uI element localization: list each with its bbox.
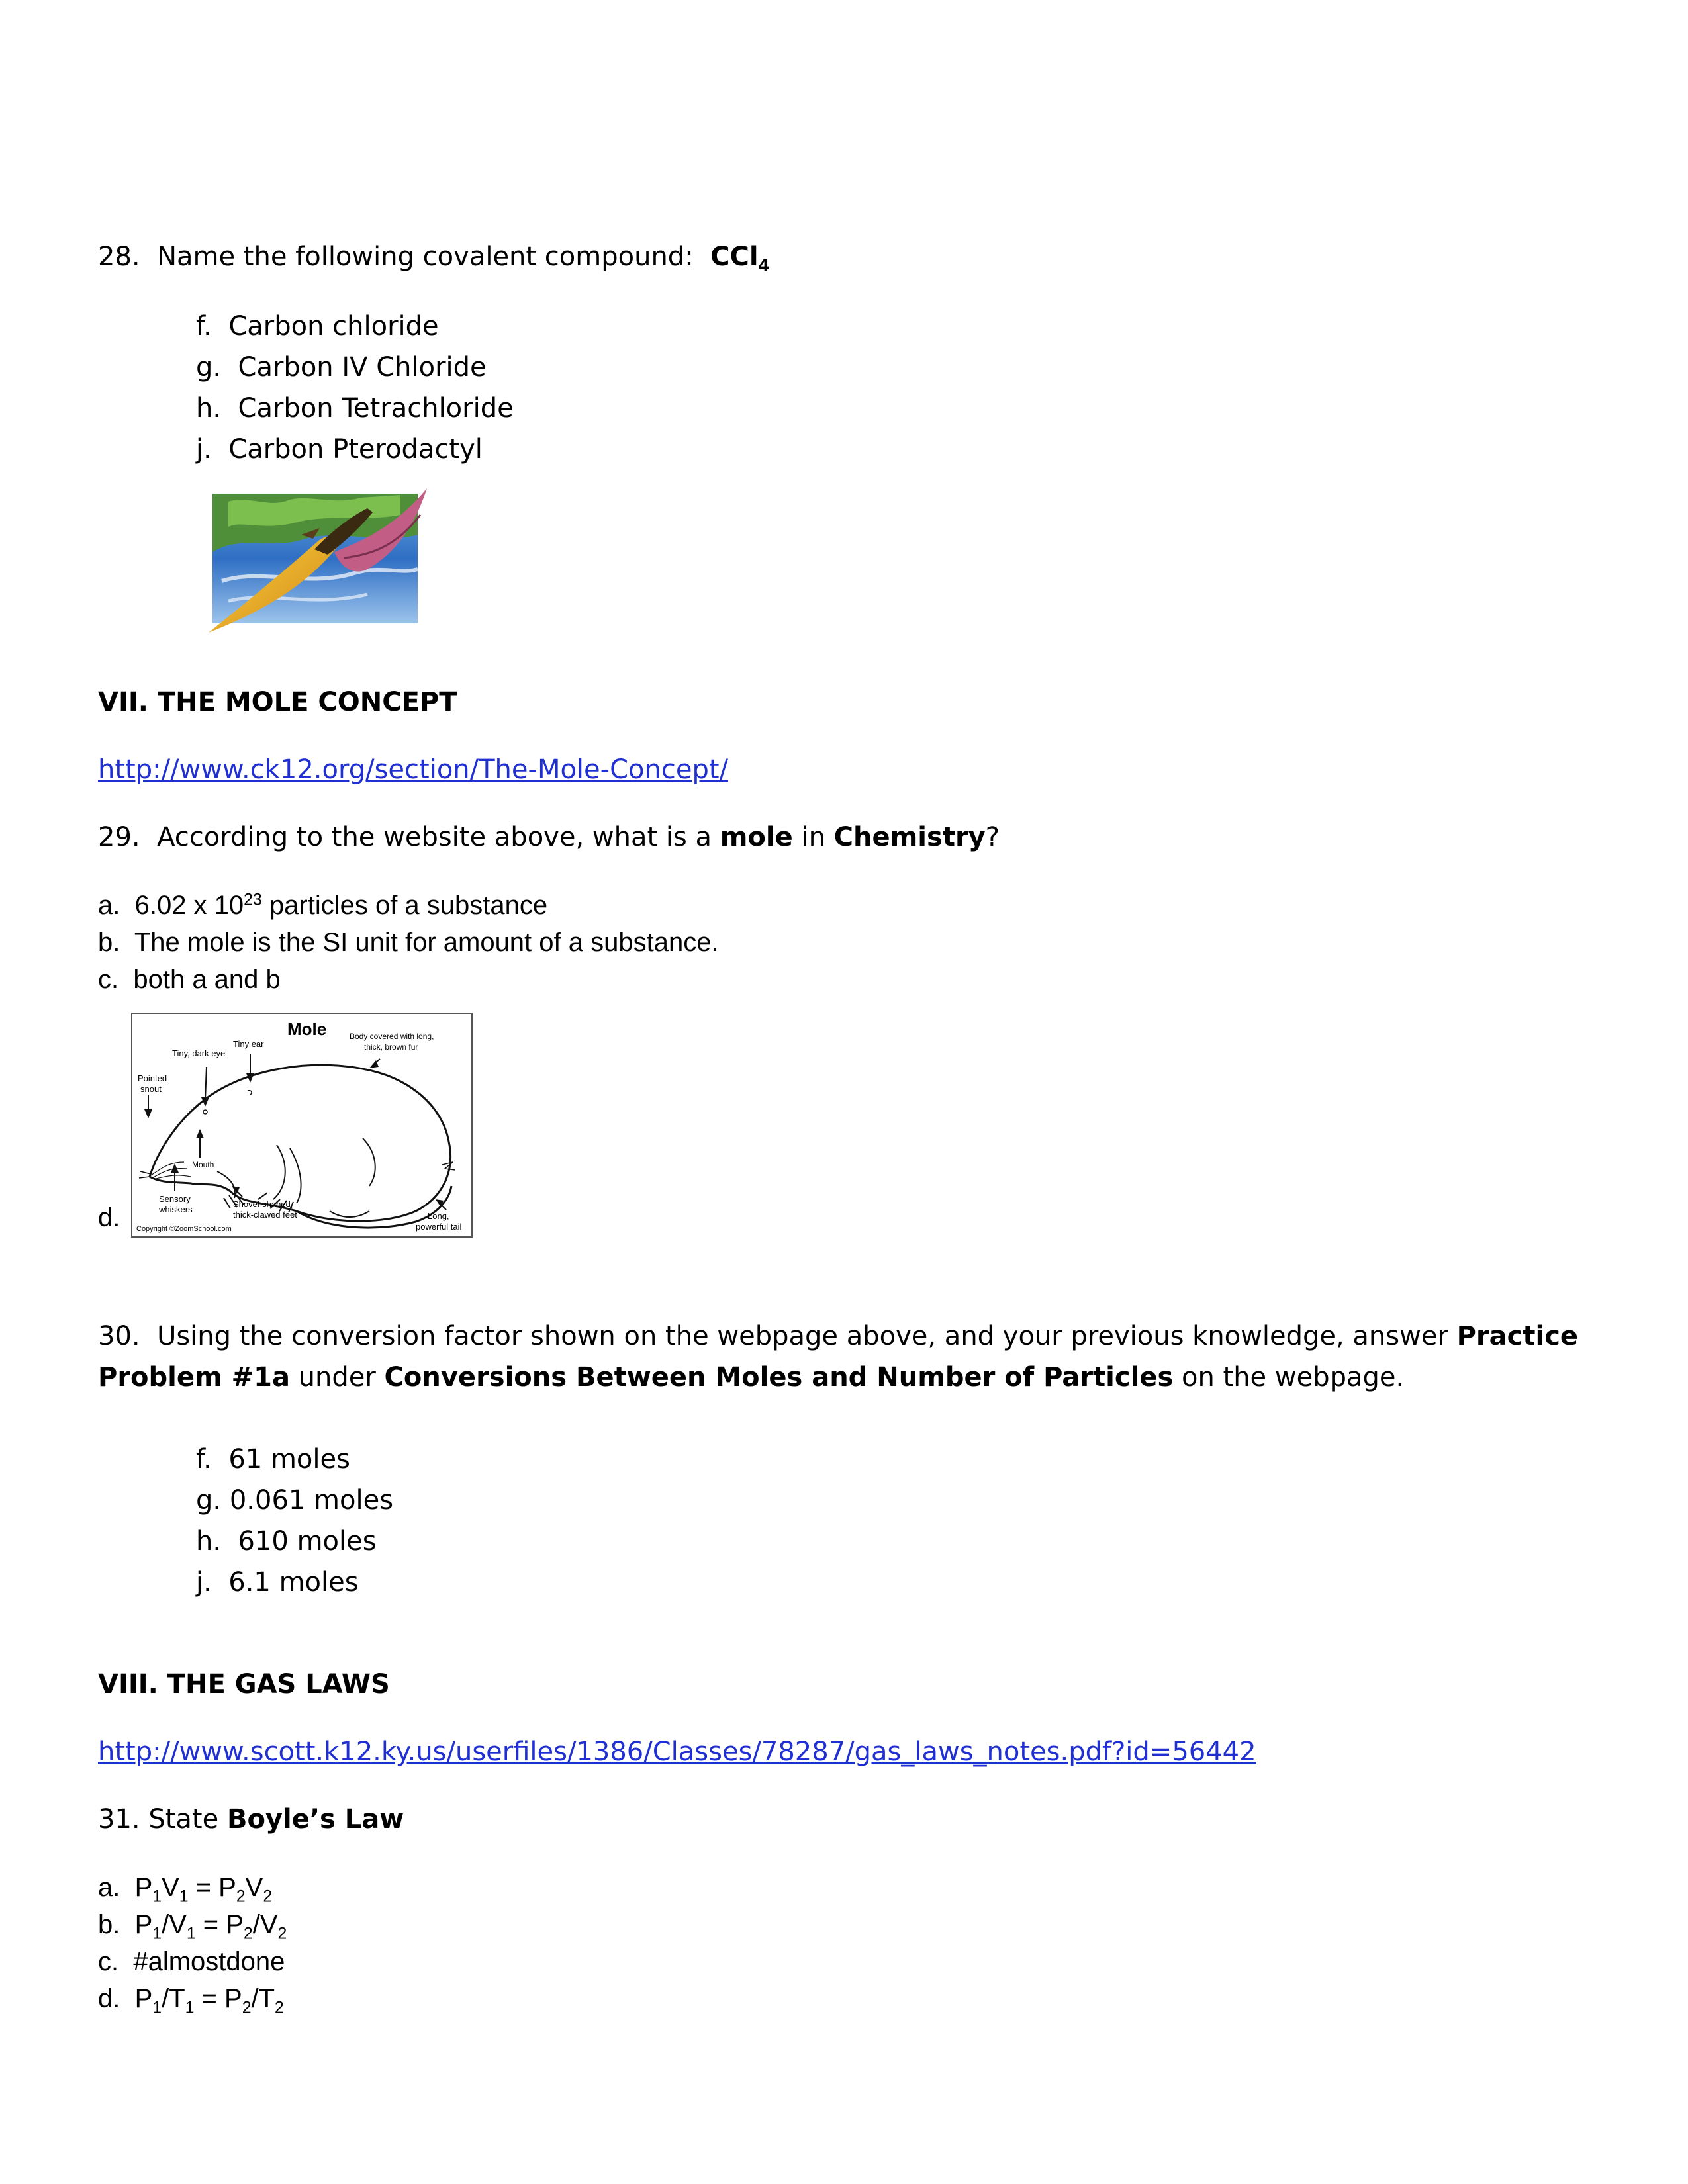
label-ear: Tiny ear [233,1039,264,1049]
question-number: 28. [98,242,140,272]
label-mouth: Mouth [192,1160,214,1169]
q31-option-a[interactable]: a. $P_1V_1 = P_2V_2$ [98,1873,273,1906]
section-title-gas-laws: VIII. THE GAS LAWS [98,1669,390,1700]
option-a[interactable]: a. 6.02 x $10^{23}$ particles of a substance [98,891,548,920]
question-31: 31. State Boyle’s Law [98,1804,404,1835]
question-29: 29. According to the website above, what is a mole in Chemistry? [98,822,1000,852]
q31-option-c[interactable]: c. #almostdone [98,1947,285,1976]
option-j[interactable]: j. Carbon Pterodactyl [196,434,483,465]
q31-option-b[interactable]: b. $P_1/V_1 = P_2/V_2$ [98,1910,287,1943]
label-tail-1: Long, [428,1211,449,1221]
q30-option-g[interactable]: g. 0.061 moles [196,1485,394,1516]
option-h[interactable]: h. Carbon Tetrachloride [196,393,514,424]
q31-option-d[interactable]: d. $P_1/T_1 = P_2/T_2$ [98,1984,284,2017]
label-eye: Tiny, dark eye [172,1048,226,1058]
mole-concept-link[interactable]: http://www.ck12.org/section/The-Mole-Concept/ [98,754,728,785]
compound-formula: CCl$_4$ [710,242,770,275]
label-feet-2: thick-clawed feet [233,1210,297,1220]
q30-option-h[interactable]: h. 610 moles [196,1526,377,1557]
question-28 [98,242,770,275]
q30-option-j[interactable]: j. 6.1 moles [196,1567,359,1598]
q30-option-f[interactable]: f. 61 moles [196,1444,350,1475]
diagram-copyright: Copyright ©ZoomSchool.com [136,1225,232,1233]
pterodactyl-image [202,488,427,635]
mole-diagram-title: Mole [287,1019,327,1039]
gas-laws-link[interactable]: http://www.scott.k12.ky.us/userfiles/1386/Classes/78287/gas_laws_notes.pdf?id=56442 [98,1737,1256,1767]
option-c[interactable]: c. both a and b [98,965,281,994]
mole-diagram [131,1013,473,1238]
label-fur-2: thick, brown fur [364,1042,418,1052]
option-g[interactable]: g. Carbon IV Chloride [196,352,487,383]
label-snout-1: Pointed [138,1073,167,1083]
label-tail-2: powerful tail [416,1222,462,1232]
label-whiskers-2: whiskers [159,1205,193,1214]
label-feet-1: Shovel-shaped, [233,1199,293,1209]
gas-laws-link-container [98,1737,1256,1767]
section-title-mole-concept: VII. THE MOLE CONCEPT [98,687,457,717]
option-d[interactable]: d. [98,1203,120,1232]
option-b[interactable]: b. The mole is the SI unit for amount of a substance. [98,928,719,957]
label-whiskers-1: Sensory [159,1194,191,1204]
question-30: 30. Using the conversion factor shown on the webpage above, and your previous knowledge, answer Practice Problem #1a under Conversions Between Moles and Number of Particles on the webpage. [98,1321,1579,1392]
label-snout-2: snout [140,1084,162,1094]
question-prompt: Name the following covalent compound: [157,242,694,272]
mole-concept-link-container [98,754,728,785]
label-fur-1: Body covered with long, [350,1032,434,1041]
option-f[interactable]: f. Carbon chloride [196,311,439,341]
